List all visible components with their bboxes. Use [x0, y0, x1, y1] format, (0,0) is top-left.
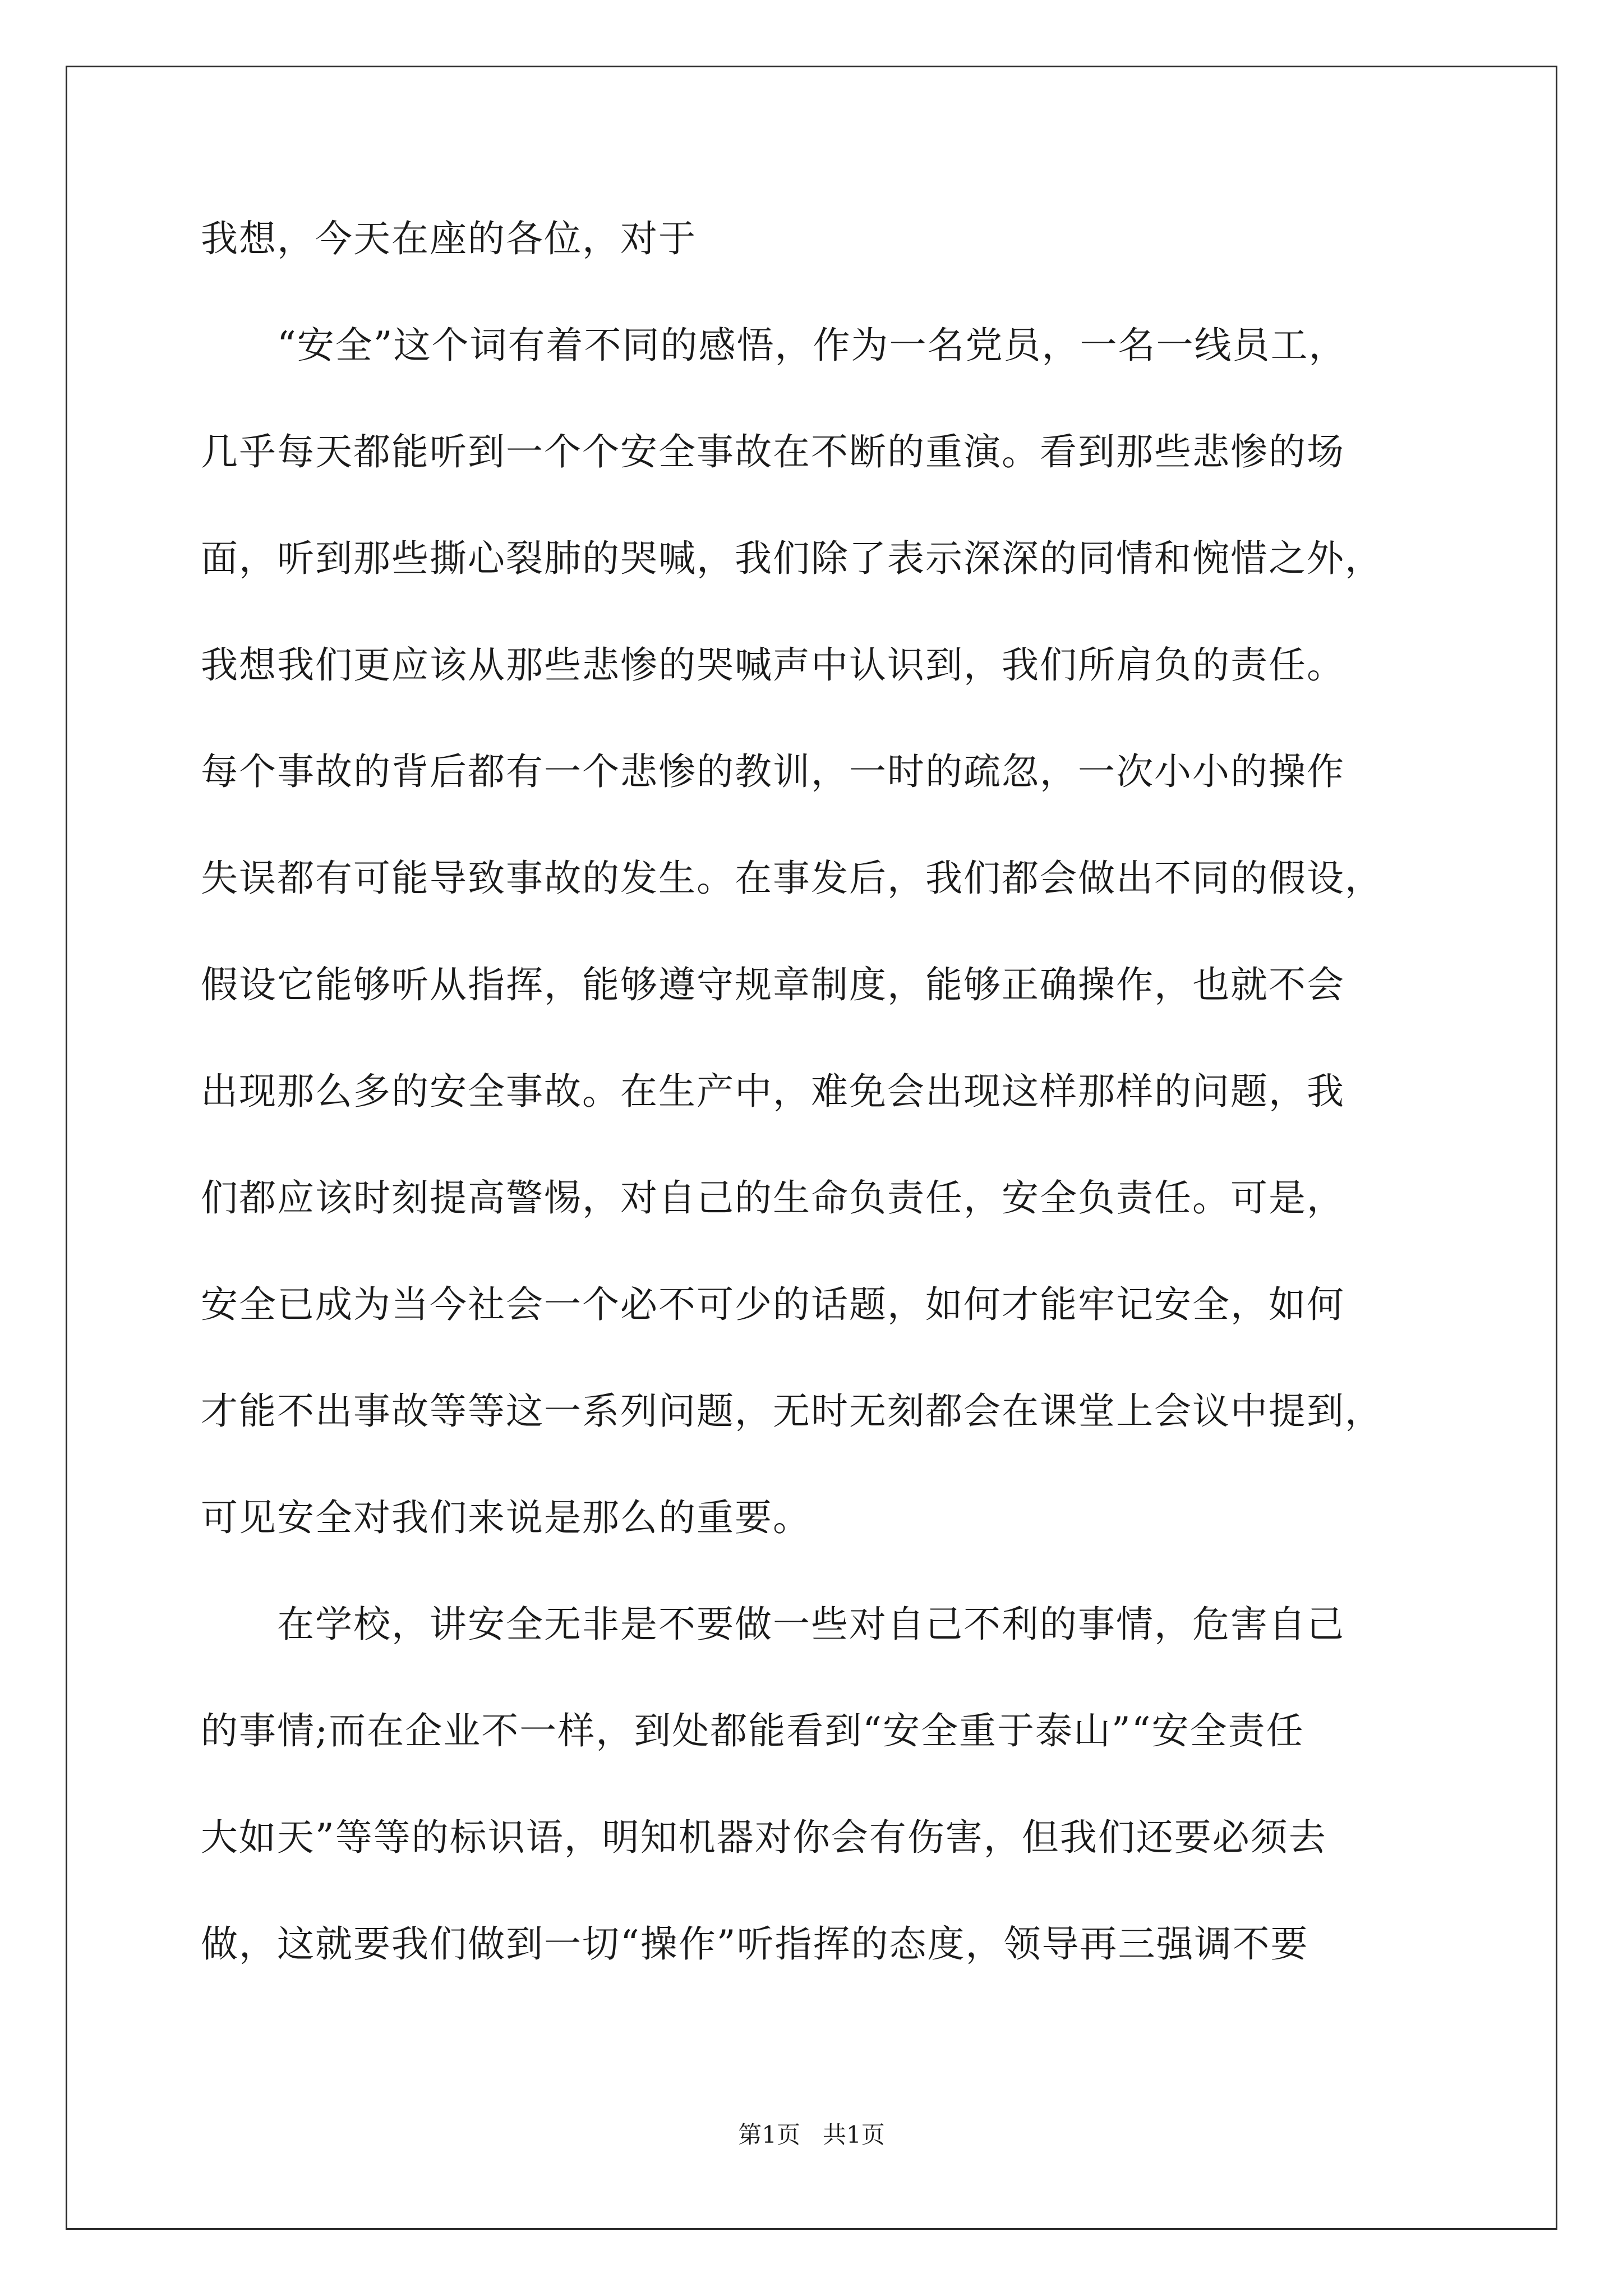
text-line: 失误都有可能导致事故的发生。在事发后，我们都会做出不同的假设，: [201, 857, 1383, 900]
text-line: 安全已成为当今社会一个必不可少的话题，如何才能牢记安全，如何: [201, 1283, 1345, 1326]
text-line: 做，这就要我们做到一切“操作”听指挥的态度，领导再三强调不要: [201, 1922, 1309, 1966]
text-line: 我想我们更应该从那些悲惨的哭喊声中认识到，我们所肩负的责任。: [201, 643, 1345, 687]
page-number: 第1页: [738, 2121, 800, 2148]
text-line: 几乎每天都能听到一个个安全事故在不断的重演。看到那些悲惨的场: [201, 430, 1345, 473]
page-border: [66, 66, 1557, 2230]
page-footer: [0, 2119, 1623, 2151]
text-line: 的事情;而在企业不一样，到处都能看到“安全重于泰山”“安全责任: [201, 1709, 1304, 1752]
text-line: 每个事故的背后都有一个悲惨的教训，一时的疏忽，一次小小的操作: [201, 750, 1345, 793]
text-line: 可见安全对我们来说是那么的重要。: [201, 1496, 811, 1539]
text-line: 假设它能够听从指挥，能够遵守规章制度，能够正确操作，也就不会: [201, 963, 1345, 1006]
text-line: 才能不出事故等等这一系列问题，无时无刻都会在课堂上会议中提到，: [201, 1389, 1383, 1433]
page-total: 共1页: [823, 2121, 885, 2148]
text-line: 我想，今天在座的各位，对于: [201, 217, 697, 260]
text-line: “安全”这个词有着不同的感悟，作为一名党员，一名一线员工，: [201, 324, 1347, 367]
text-line: 出现那么多的安全事故。在生产中，难免会出现这样那样的问题，我: [201, 1070, 1345, 1113]
text-line: 们都应该时刻提高警惕，对自己的生命负责任，安全负责任。可是，: [201, 1176, 1345, 1220]
text-line: 面，听到那些撕心裂肺的哭喊，我们除了表示深深的同情和惋惜之外，: [201, 537, 1383, 580]
text-line: 在学校，讲安全无非是不要做一些对自己不利的事情，危害自己: [201, 1603, 1345, 1646]
text-line: 大如天”等等的标识语，明知机器对你会有伤害，但我们还要必须去: [201, 1816, 1327, 1859]
